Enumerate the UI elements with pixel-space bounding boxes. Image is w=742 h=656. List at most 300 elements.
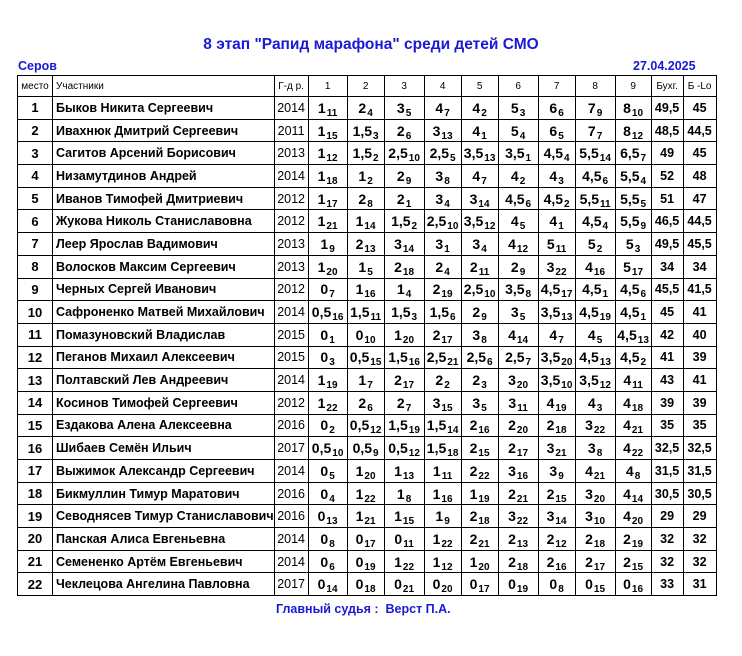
buchholz-score: 49,5 (651, 97, 683, 120)
round-result (498, 165, 538, 188)
round-result (384, 323, 424, 346)
round-score: 1,5 (352, 122, 373, 139)
opponent-number: 3 (481, 380, 487, 392)
buchholz-lo-score: 41,5 (683, 278, 716, 301)
round-result (347, 391, 384, 414)
round-score: 3 (546, 508, 555, 525)
round-result (575, 573, 615, 596)
round-result (424, 346, 461, 369)
round-result (615, 437, 651, 460)
round-result (347, 278, 384, 301)
round-result (575, 414, 615, 437)
opponent-number: 9 (596, 107, 603, 119)
opponent-number: 9 (373, 448, 379, 460)
round-result (384, 573, 424, 596)
column-header: 8 (575, 76, 615, 97)
place-cell: 17 (18, 460, 53, 483)
opponent-number: 5 (450, 153, 456, 165)
opponent-number: 20 (631, 516, 644, 528)
round-result (615, 210, 651, 233)
round-result (424, 255, 461, 278)
opponent-number: 14 (599, 153, 611, 165)
round-score: 2 (396, 167, 405, 184)
opponent-number: 12 (555, 538, 567, 550)
opponent-number: 7 (329, 289, 335, 301)
opponent-number: 21 (631, 425, 644, 437)
column-header: Г-д р. (274, 76, 308, 97)
opponent-number: 15 (631, 561, 644, 573)
round-score: 3 (472, 326, 481, 343)
round-result (461, 391, 498, 414)
opponent-number: 20 (441, 584, 453, 596)
round-score: 1 (317, 372, 326, 389)
opponent-number: 19 (408, 425, 420, 437)
buchholz-score: 42 (651, 323, 683, 346)
opponent-number: 14 (447, 425, 459, 437)
round-score: 0 (320, 553, 329, 570)
birth-year: 2012 (274, 210, 308, 233)
round-result (615, 323, 651, 346)
round-result (384, 301, 424, 324)
round-score: 2 (435, 258, 444, 275)
round-score: 0 (469, 576, 478, 593)
round-score: 2,5 (426, 349, 447, 366)
round-result (461, 142, 498, 165)
round-score: 4,5 (505, 190, 525, 207)
round-result (615, 301, 651, 324)
opponent-number: 6 (558, 107, 564, 119)
opponent-number: 8 (634, 470, 641, 482)
round-result (498, 414, 538, 437)
round-score: 1 (317, 258, 326, 275)
opponent-number: 13 (561, 312, 573, 324)
table-row (18, 505, 717, 528)
round-score: 2 (394, 258, 402, 275)
round-result (384, 346, 424, 369)
opponent-number: 18 (447, 448, 459, 460)
table-row (18, 391, 717, 414)
participant-name: Помазуновский Владислав (53, 323, 275, 346)
round-result (538, 482, 575, 505)
round-result (424, 210, 461, 233)
opponent-number: 7 (640, 153, 647, 165)
birth-year: 2014 (274, 369, 308, 392)
round-score: 3,5 (505, 145, 525, 162)
round-score: 3 (435, 190, 444, 207)
round-result (575, 119, 615, 142)
round-score: 3,5 (540, 304, 561, 321)
round-score: 0 (432, 576, 441, 593)
place-cell: 10 (18, 301, 53, 324)
opponent-number: 15 (593, 584, 606, 596)
opponent-number: 17 (478, 584, 490, 596)
round-result (347, 346, 384, 369)
buchholz-lo-score: 32 (683, 550, 716, 573)
opponent-number: 14 (555, 516, 567, 528)
round-score: 3,5 (463, 213, 484, 230)
opponent-number: 20 (402, 334, 415, 346)
round-score: 2,5 (466, 349, 487, 366)
round-result (498, 460, 538, 483)
round-score: 0 (355, 553, 364, 570)
round-score: 1,5 (388, 349, 408, 366)
opponent-number: 17 (402, 380, 415, 392)
opponent-number: 12 (408, 448, 420, 460)
round-result (615, 505, 651, 528)
birth-year: 2016 (274, 505, 308, 528)
opponent-number: 22 (441, 538, 453, 550)
round-result (308, 573, 347, 596)
opponent-number: 1 (481, 130, 487, 142)
birth-year: 2015 (274, 346, 308, 369)
opponent-number: 14 (516, 334, 529, 346)
round-result (424, 165, 461, 188)
round-result (308, 142, 347, 165)
participant-name: Ивахнюк Дмитрий Сергеевич (53, 119, 275, 142)
round-result (615, 165, 651, 188)
round-result (384, 369, 424, 392)
round-result (384, 119, 424, 142)
round-result (424, 142, 461, 165)
opponent-number: 10 (408, 153, 420, 165)
round-score: 0 (355, 326, 364, 343)
date-label: 27.04.2025 (633, 59, 696, 73)
opponent-number: 12 (441, 561, 453, 573)
buchholz-lo-score: 39 (683, 346, 716, 369)
opponent-number: 2 (329, 425, 335, 437)
opponent-number: 15 (402, 516, 415, 528)
round-score: 1 (396, 281, 405, 298)
round-score: 2 (469, 508, 478, 525)
opponent-number: 8 (481, 334, 487, 346)
opponent-number: 22 (555, 266, 567, 278)
column-header: 5 (461, 76, 498, 97)
round-score: 1 (317, 99, 326, 116)
opponent-number: 9 (405, 175, 412, 187)
round-result (384, 210, 424, 233)
opponent-number: 4 (602, 221, 609, 233)
opponent-number: 2 (411, 221, 418, 233)
opponent-number: 1 (525, 153, 532, 165)
birth-year: 2012 (274, 391, 308, 414)
opponent-number: 7 (405, 402, 412, 414)
birth-year: 2013 (274, 142, 308, 165)
round-score: 3 (549, 462, 558, 479)
round-score: 4 (585, 462, 593, 479)
round-score: 4 (508, 326, 516, 343)
opponent-number: 6 (405, 130, 412, 142)
round-result (347, 142, 384, 165)
round-result (575, 210, 615, 233)
column-header: 1 (308, 76, 347, 97)
round-score: 1,5 (352, 145, 373, 162)
round-result (384, 142, 424, 165)
round-score: 2 (432, 281, 441, 298)
round-score: 2 (432, 326, 441, 343)
round-result (538, 573, 575, 596)
participant-name: Полтавский Лев Андреевич (53, 369, 275, 392)
opponent-number: 3 (411, 312, 418, 324)
round-result (347, 460, 384, 483)
place-cell: 9 (18, 278, 53, 301)
round-score: 2 (396, 190, 405, 207)
round-score: 6 (549, 99, 558, 116)
round-result (461, 369, 498, 392)
round-score: 3,5 (579, 372, 599, 389)
participant-name: Ездакова Алена Алексеевна (53, 414, 275, 437)
round-score: 1 (394, 326, 402, 343)
round-score: 2 (469, 258, 478, 275)
round-result (498, 97, 538, 120)
round-score: 3 (585, 508, 593, 525)
round-score: 4 (510, 167, 519, 184)
round-result (615, 233, 651, 256)
round-score: 1 (355, 508, 364, 525)
round-result (575, 550, 615, 573)
opponent-number: 14 (402, 243, 415, 255)
round-score: 2,5 (505, 349, 525, 366)
opponent-number: 13 (441, 130, 453, 142)
round-score: 4,5 (582, 167, 602, 184)
opponent-number: 20 (516, 425, 529, 437)
round-score: 1 (317, 167, 326, 184)
round-score: 0 (394, 576, 402, 593)
round-score: 4 (549, 213, 558, 230)
opponent-number: 15 (555, 493, 567, 505)
opponent-number: 7 (525, 357, 532, 369)
opponent-number: 19 (364, 561, 376, 573)
round-result (615, 97, 651, 120)
round-score: 1 (355, 213, 364, 230)
opponent-number: 16 (555, 561, 567, 573)
opponent-number: 3 (634, 243, 641, 255)
city-label: Серов (18, 59, 57, 73)
opponent-number: 19 (326, 380, 338, 392)
opponent-number: 17 (441, 334, 453, 346)
birth-year: 2012 (274, 187, 308, 210)
round-result (575, 278, 615, 301)
round-result (461, 505, 498, 528)
opponent-number: 20 (516, 380, 529, 392)
opponent-number: 1 (640, 312, 647, 324)
table-header-row (18, 76, 717, 97)
buchholz-score: 32 (651, 550, 683, 573)
round-result (461, 437, 498, 460)
opponent-number: 1 (329, 334, 335, 346)
round-result (538, 437, 575, 460)
opponent-number: 9 (444, 516, 450, 528)
birth-year: 2013 (274, 255, 308, 278)
opponent-number: 21 (447, 357, 459, 369)
opponent-number: 19 (631, 538, 644, 550)
round-score: 2 (469, 530, 478, 547)
round-score: 4,5 (579, 349, 599, 366)
opponent-number: 11 (478, 266, 490, 278)
opponent-number: 18 (555, 425, 567, 437)
round-score: 2 (508, 530, 516, 547)
opponent-number: 4 (329, 493, 335, 505)
buchholz-lo-score: 39 (683, 391, 716, 414)
round-score: 2 (585, 553, 593, 570)
round-result (498, 323, 538, 346)
opponent-number: 16 (441, 493, 453, 505)
opponent-number: 13 (364, 243, 376, 255)
opponent-number: 2 (519, 175, 526, 187)
round-score: 2 (585, 530, 593, 547)
round-result (347, 255, 384, 278)
round-score: 3 (508, 372, 516, 389)
round-result (615, 460, 651, 483)
opponent-number: 9 (640, 221, 647, 233)
opponent-number: 18 (326, 175, 338, 187)
place-cell: 21 (18, 550, 53, 573)
round-score: 3 (435, 235, 444, 252)
opponent-number: 16 (408, 357, 420, 369)
round-result (384, 165, 424, 188)
opponent-number: 12 (484, 221, 496, 233)
round-score: 1 (320, 235, 329, 252)
round-score: 2 (469, 462, 478, 479)
round-result (498, 301, 538, 324)
round-score: 5,5 (620, 167, 640, 184)
round-result (575, 528, 615, 551)
round-score: 3 (472, 394, 481, 411)
buchholz-lo-score: 30,5 (683, 482, 716, 505)
round-score: 8 (623, 99, 631, 116)
birth-year: 2014 (274, 97, 308, 120)
chief-judge-line: Главный судья : Верст П.А. (276, 602, 451, 616)
round-result (575, 391, 615, 414)
opponent-number: 16 (593, 266, 606, 278)
birth-year: 2017 (274, 573, 308, 596)
round-score: 0 (623, 576, 631, 593)
participant-name: Севоднясев Тимур Станиславович (53, 505, 275, 528)
round-score: 4 (623, 372, 632, 389)
round-score: 1,5 (429, 304, 450, 321)
round-score: 3 (508, 462, 516, 479)
round-result (384, 97, 424, 120)
buchholz-lo-score: 35 (683, 414, 716, 437)
round-result (347, 187, 384, 210)
round-score: 0 (320, 281, 329, 298)
round-score: 2,5 (388, 145, 408, 162)
round-score: 3 (469, 190, 478, 207)
round-result (615, 278, 651, 301)
round-result (308, 119, 347, 142)
round-score: 8 (623, 122, 631, 139)
round-score: 0 (320, 417, 329, 434)
round-result (461, 414, 498, 437)
round-result (615, 119, 651, 142)
round-result (424, 482, 461, 505)
round-score: 4,5 (620, 304, 640, 321)
round-result (538, 550, 575, 573)
round-score: 0 (317, 576, 326, 593)
round-result (498, 187, 538, 210)
table-row (18, 573, 717, 596)
opponent-number: 21 (555, 448, 567, 460)
participant-name: Косинов Тимофей Сергеевич (53, 391, 275, 414)
round-result (308, 391, 347, 414)
round-score: 3,5 (505, 281, 525, 298)
round-result (498, 528, 538, 551)
round-score: 3 (585, 485, 593, 502)
participant-name: Иванов Тимофей Дмитриевич (53, 187, 275, 210)
buchholz-lo-score: 48 (683, 165, 716, 188)
opponent-number: 2 (444, 380, 450, 392)
opponent-number: 8 (558, 584, 564, 596)
opponent-number: 20 (593, 493, 606, 505)
birth-year: 2016 (274, 482, 308, 505)
place-cell: 8 (18, 255, 53, 278)
round-result (424, 550, 461, 573)
opponent-number: 12 (370, 425, 382, 437)
round-result (498, 573, 538, 596)
round-score: 4,5 (620, 281, 640, 298)
opponent-number: 8 (405, 493, 412, 505)
buchholz-score: 32,5 (651, 437, 683, 460)
round-result (538, 187, 575, 210)
opponent-number: 16 (364, 289, 376, 301)
buchholz-score: 51 (651, 187, 683, 210)
table-row (18, 323, 717, 346)
round-score: 1 (317, 122, 326, 139)
place-cell: 22 (18, 573, 53, 596)
round-score: 4 (623, 440, 631, 457)
round-score: 4 (472, 167, 481, 184)
round-score: 2,5 (463, 281, 484, 298)
round-score: 1 (317, 145, 326, 162)
round-score: 4 (623, 508, 631, 525)
opponent-number: 17 (326, 198, 338, 210)
buchholz-lo-score: 44,5 (683, 210, 716, 233)
opponent-number: 7 (481, 175, 487, 187)
buchholz-lo-score: 41 (683, 369, 716, 392)
buchholz-lo-score: 31 (683, 573, 716, 596)
buchholz-score: 41 (651, 346, 683, 369)
opponent-number: 5 (519, 312, 526, 324)
round-result (538, 505, 575, 528)
round-result (424, 97, 461, 120)
round-result (424, 414, 461, 437)
round-score: 5 (546, 235, 555, 252)
round-score: 4,5 (620, 349, 640, 366)
opponent-number: 8 (367, 198, 373, 210)
round-result (308, 437, 347, 460)
buchholz-lo-score: 31,5 (683, 460, 716, 483)
round-result (538, 323, 575, 346)
round-result (424, 528, 461, 551)
buchholz-score: 30,5 (651, 482, 683, 505)
opponent-number: 5 (558, 130, 564, 142)
round-score: 2 (472, 372, 481, 389)
place-cell: 18 (18, 482, 53, 505)
round-result (308, 550, 347, 573)
table-row (18, 255, 717, 278)
round-score: 3,5 (540, 349, 561, 366)
opponent-number: 7 (596, 130, 603, 142)
round-score: 3 (585, 417, 593, 434)
opponent-number: 1 (558, 221, 564, 233)
round-score: 3,5 (540, 372, 561, 389)
participant-name: Чеклецова Ангелина Павловна (53, 573, 275, 596)
round-result (461, 460, 498, 483)
round-score: 4,5 (617, 326, 637, 343)
round-score: 2 (472, 304, 481, 321)
round-result (538, 142, 575, 165)
round-result (384, 187, 424, 210)
round-result (424, 391, 461, 414)
